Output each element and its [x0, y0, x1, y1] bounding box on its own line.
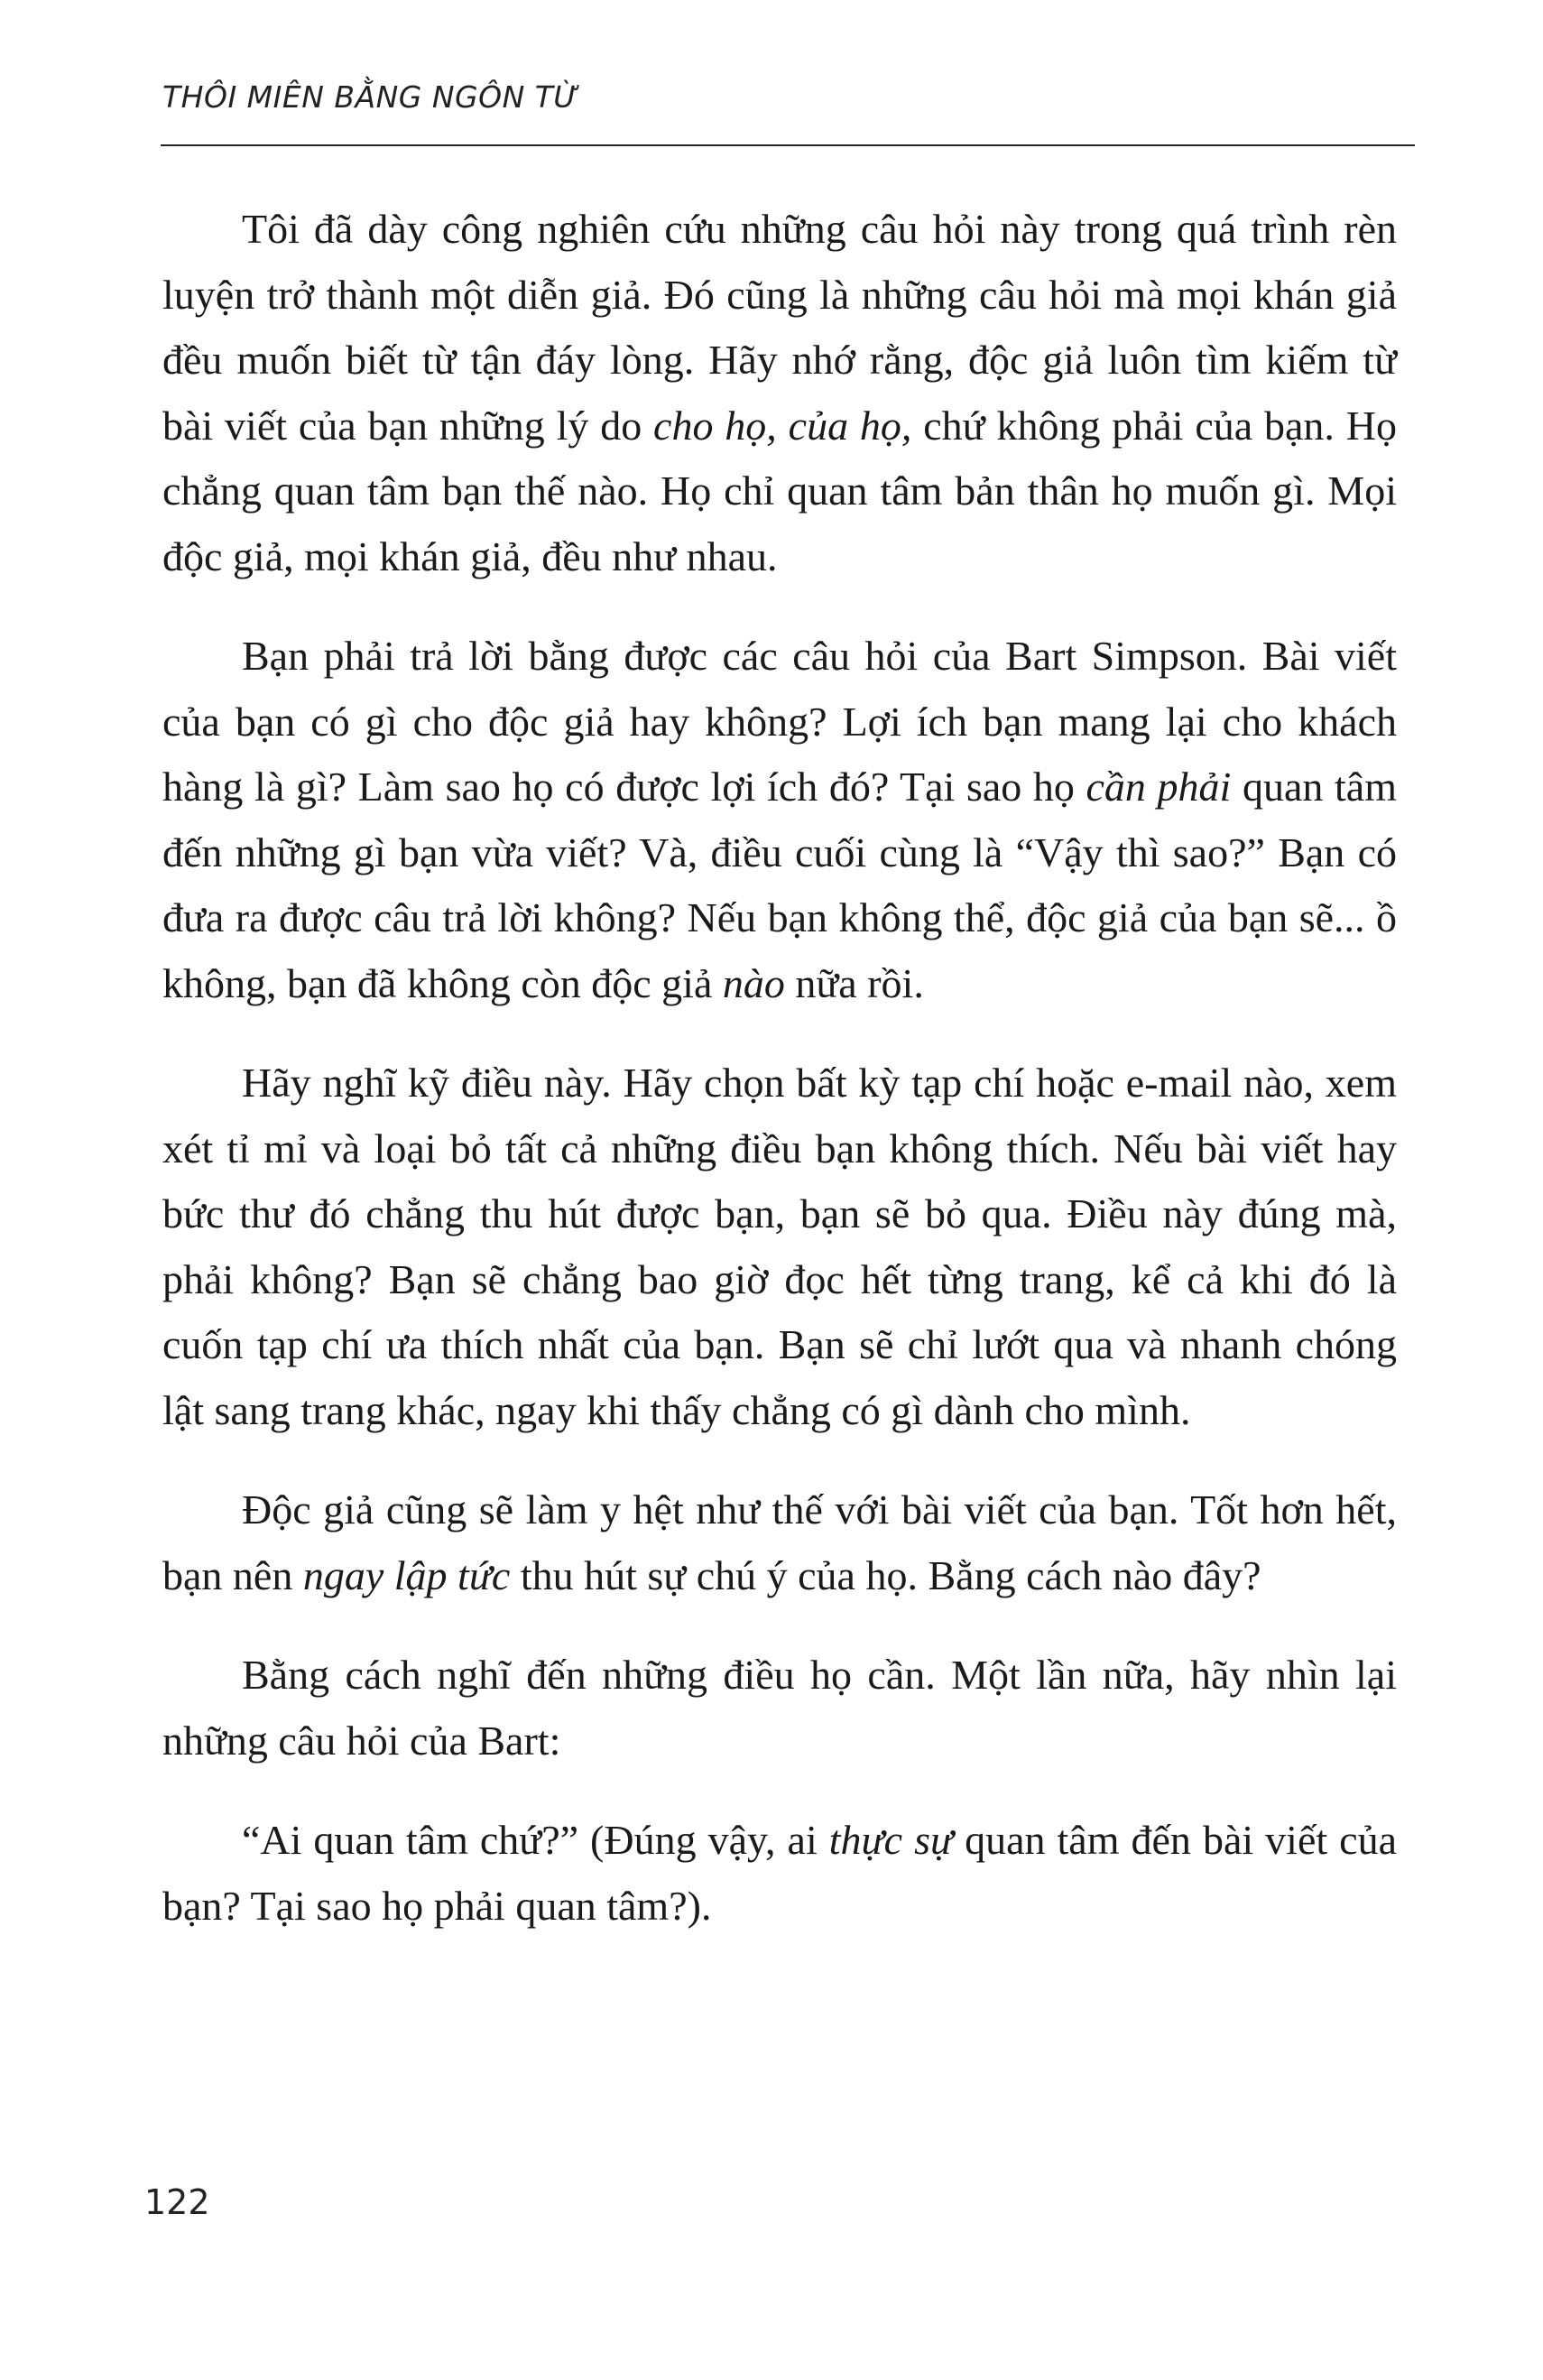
paragraph-2 — [162, 624, 1397, 1016]
page-number: 122 — [144, 2182, 210, 2222]
italic-run: cần phải — [1086, 764, 1232, 810]
paragraph-5 — [162, 1643, 1397, 1773]
running-header-title: THÔI MIÊN BẰNG NGÔN TỪ — [162, 79, 579, 115]
text-run: Tôi đã dày công nghiên cứu những câu hỏi này trong quá trình rèn luyện trở thành một diễn giả. Đó cũng là những câu hỏi mà mọi khán giả đều muốn biết từ tận đáy lòng. Hãy nhớ rằng, độc giả luôn tìm kiếm từ bài viết của bạn những lý do — [162, 206, 1397, 449]
text-run: Độc giả cũng sẽ làm y hệt như thế với bài viết của bạn. Tốt hơn hết, bạn nên — [162, 1486, 1397, 1598]
italic-run: nào — [722, 959, 785, 1006]
paragraph-6 — [162, 1808, 1397, 1939]
text-run: Hãy nghĩ kỹ điều này. Hãy chọn bất kỳ tạp chí hoặc e-mail nào, xem xét tỉ mỉ và loại bỏ tất cả những điều bạn không thích. Nếu bài viết hay bức thư đó chẳng thu hút được bạn, bạn sẽ bỏ qua. Điều này đúng mà, phải không? Bạn sẽ chẳng bao giờ đọc hết từng trang, kể cả khi đó là cuốn tạp chí ưa thích nhất của bạn. Bạn sẽ chỉ lướt qua và nhanh chóng lật sang trang khác, ngay khi thấy chẳng có gì dành cho mình. — [162, 1060, 1397, 1433]
text-run: quan tâm đến những gì bạn vừa viết? Và, điều cuối cùng là “Vậy thì sao?” Bạn có đưa ra được câu trả lời không? Nếu bạn không thể, độc giả của bạn sẽ... ồ không, bạn đã không còn độc giả — [162, 764, 1397, 1006]
text-run: Bằng cách nghĩ đến những điều họ cần. Một lần nữa, hãy nhìn lại những câu hỏi của Bart: — [162, 1652, 1397, 1764]
paragraph-3 — [162, 1051, 1397, 1443]
italic-run: cho họ, của họ, — [653, 402, 912, 449]
text-run: thu hút sự chú ý của họ. Bằng cách nào đây? — [510, 1551, 1261, 1598]
text-run: “Ai quan tâm chứ?” (Đúng vậy, ai — [242, 1817, 829, 1863]
text-run: nữa rồi. — [784, 959, 924, 1006]
paragraph-4 — [162, 1477, 1397, 1608]
italic-run: thực sự — [828, 1817, 954, 1863]
text-run: chứ không phải của bạn. Họ chẳng quan tâm bạn thế nào. Họ chỉ quan tâm bản thân họ muốn gì. Mọi độc giả, mọi khán giả, đều như nhau. — [162, 402, 1397, 579]
text-run: Bạn phải trả lời bằng được các câu hỏi của Bart Simpson. Bài viết của bạn có gì cho độc giả hay không? Lợi ích bạn mang lại cho khách hàng là gì? Làm sao họ có được lợi ích đó? Tại sao họ — [162, 633, 1397, 810]
italic-run: ngay lập tức — [302, 1551, 511, 1598]
page-body — [162, 197, 1397, 1939]
paragraph-1 — [162, 197, 1397, 589]
header-divider — [161, 144, 1415, 146]
text-run: quan tâm đến bài viết của bạn? Tại sao họ phải quan tâm?). — [162, 1817, 1397, 1929]
